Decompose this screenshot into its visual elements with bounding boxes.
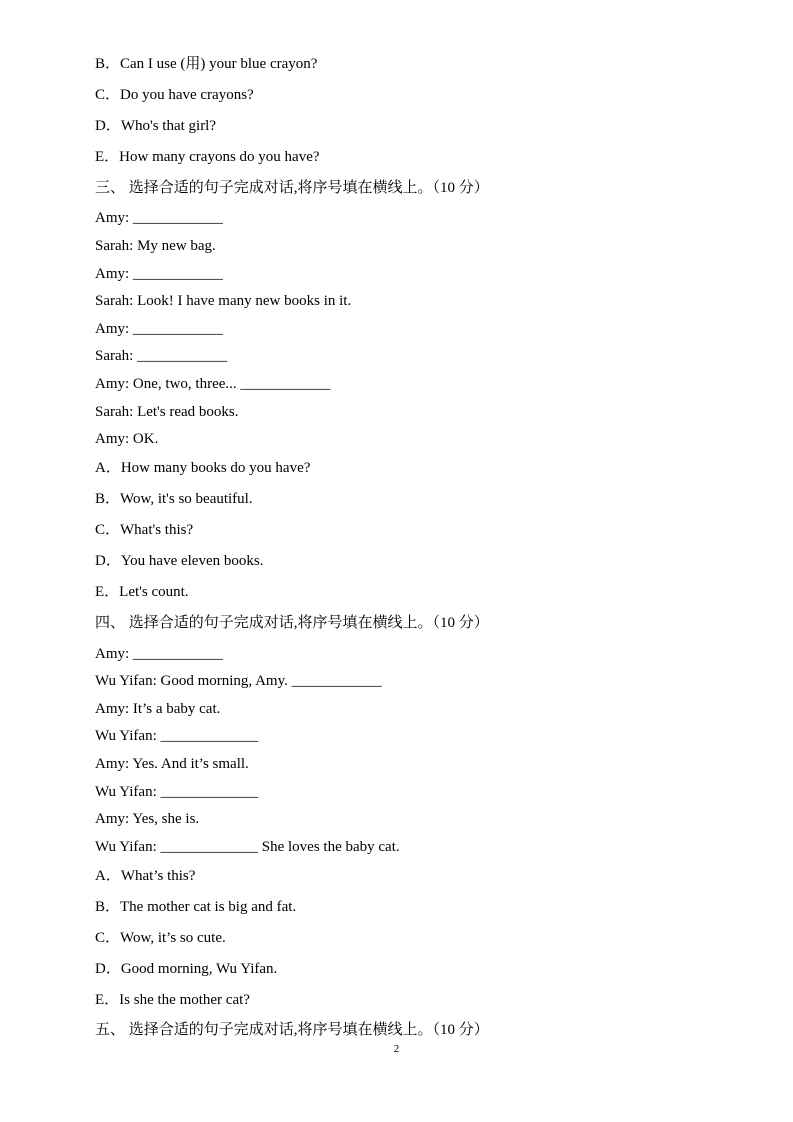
dialogue-line: Sarah: My new bag.	[95, 238, 216, 254]
option-line: E．Is she the mother cat?	[95, 992, 250, 1008]
option-line: A．How many books do you have?	[95, 460, 311, 476]
dialogue-line: Amy: ____________	[95, 646, 223, 662]
dialogue-line: Amy: ____________	[95, 210, 223, 226]
option-line: B．Wow, it's so beautiful.	[95, 491, 253, 507]
option-line: D．Good morning, Wu Yifan.	[95, 961, 278, 977]
option-line: D．Who's that girl?	[95, 118, 217, 134]
dialogue-line: Wu Yifan: _____________	[95, 784, 258, 800]
section-heading: 五、 选择合适的句子完成对话,将序号填在横线上。（10 分）	[95, 1022, 489, 1038]
option-line: B．Can I use (用) your blue crayon?	[95, 56, 318, 72]
dialogue-line: Amy: ____________	[95, 266, 223, 282]
dialogue-line: Wu Yifan: Good morning, Amy. ____________	[95, 673, 382, 689]
option-line: D．You have eleven books.	[95, 553, 264, 569]
option-line: E．Let's count.	[95, 584, 189, 600]
section-heading: 四、 选择合适的句子完成对话,将序号填在横线上。（10 分）	[95, 615, 489, 631]
option-line: C．What's this?	[95, 522, 194, 538]
option-line: C．Wow, it’s so cute.	[95, 930, 226, 946]
dialogue-line: Wu Yifan: _____________ She loves the baby cat.	[95, 839, 400, 855]
dialogue-line: Amy: It’s a baby cat.	[95, 701, 221, 717]
option-line: B．The mother cat is big and fat.	[95, 899, 297, 915]
dialogue-line: Sarah: Look! I have many new books in it.	[95, 293, 352, 309]
dialogue-line: Sarah: ____________	[95, 348, 228, 364]
page-number: 2	[393, 1043, 400, 1055]
dialogue-line: Amy: Yes, she is.	[95, 811, 200, 827]
dialogue-line: Amy: OK.	[95, 431, 159, 447]
section-heading: 三、 选择合适的句子完成对话,将序号填在横线上。（10 分）	[95, 180, 489, 196]
option-line: A．What’s this?	[95, 868, 196, 884]
dialogue-line: Amy: Yes. And it’s small.	[95, 756, 249, 772]
dialogue-line: Amy: ____________	[95, 321, 223, 337]
option-line: E．How many crayons do you have?	[95, 149, 320, 165]
dialogue-line: Sarah: Let's read books.	[95, 404, 239, 420]
dialogue-line: Amy: One, two, three... ____________	[95, 376, 331, 392]
dialogue-line: Wu Yifan: _____________	[95, 728, 258, 744]
option-line: C．Do you have crayons?	[95, 87, 254, 103]
